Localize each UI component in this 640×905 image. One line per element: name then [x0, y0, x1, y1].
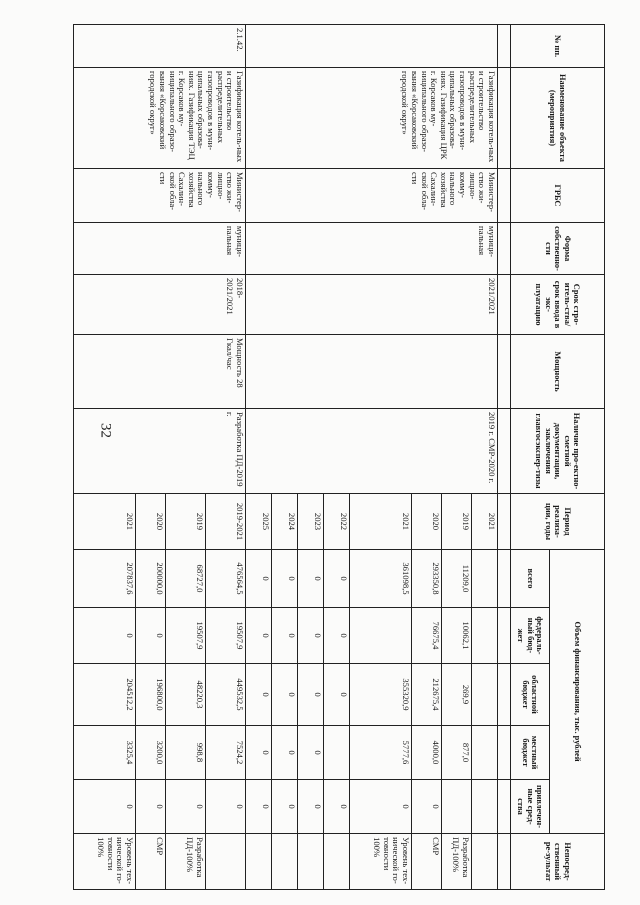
header-attracted: привлечен-ные сред-ства: [511, 780, 550, 834]
federal-cell: [472, 608, 498, 664]
header-docs: Наличие про-ектно-сметной документации, заключения главгосэкспер-тизы: [511, 409, 605, 494]
result-cell: [472, 834, 498, 890]
federal-cell: 76675,4: [412, 608, 442, 664]
capacity-cell: Мощность 28 Гкал/час: [74, 335, 246, 409]
financing-table: [73, 24, 605, 890]
attracted-cell: 0: [350, 780, 412, 834]
term-cell: 2018-2021/2021: [74, 275, 246, 335]
local-cell: 7524,2: [206, 726, 246, 780]
federal-cell: 0: [298, 608, 324, 664]
attracted-cell: 0: [412, 780, 442, 834]
page-number: 32: [97, 423, 114, 438]
header-term: Срок стро-итель-ства/срок ввода в экс-плуатацию: [511, 275, 605, 335]
result-cell: СМР: [136, 834, 166, 890]
result-cell: [206, 834, 246, 890]
row-num: 2.1.42.: [74, 25, 246, 68]
regional-cell: 204512,2: [74, 664, 136, 726]
federal-cell: [350, 608, 412, 664]
total-cell: 476564,5: [206, 550, 246, 608]
result-cell: СМР: [412, 834, 442, 890]
result-cell: Разработка ПД-100%: [442, 834, 472, 890]
regional-cell: 449532,5: [206, 664, 246, 726]
local-cell: [324, 726, 350, 780]
header-capacity: Мощность: [511, 335, 605, 409]
grbs-cell: Министер-ство жи-лищно-комму-нального хозяйства Сахалин-ской обла-сти: [246, 169, 498, 223]
result-cell: Разработка ПД-100%: [166, 834, 206, 890]
period-cell: 2021: [74, 494, 136, 550]
regional-cell: 269,9: [442, 664, 472, 726]
local-cell: 4000,0: [412, 726, 442, 780]
total-cell: 200000,0: [136, 550, 166, 608]
spacer-row: [498, 25, 511, 890]
regional-cell: 196800,0: [136, 664, 166, 726]
period-cell: 2019: [166, 494, 206, 550]
attracted-cell: 0: [246, 780, 272, 834]
federal-cell: 19507,9: [206, 608, 246, 664]
attracted-cell: [472, 780, 498, 834]
header-row-1: [550, 25, 605, 890]
local-cell: [472, 726, 498, 780]
period-cell: 2019-2021: [206, 494, 246, 550]
regional-cell: 212675,4: [412, 664, 442, 726]
federal-cell: 0: [136, 608, 166, 664]
result-cell: Уровень тех-нической го-товности 100%: [74, 834, 136, 890]
ownership-cell: муници-пальная: [74, 223, 246, 275]
attracted-cell: 0: [136, 780, 166, 834]
header-period: Период реализа-ции, годы: [511, 494, 605, 550]
object-name: Газификация котель-ных и строительство распределительных газопроводов в муни-ципальных образова-ниях. Газификация ТЭЦ г. Корсаков му-ниципального образо-вания «Корсаковский городской округ»: [74, 68, 246, 169]
period-cell: 2021: [472, 494, 498, 550]
period-cell: 2023: [298, 494, 324, 550]
local-cell: 0: [246, 726, 272, 780]
local-cell: 3325,4: [74, 726, 136, 780]
federal-cell: 0: [272, 608, 298, 664]
header-federal: федераль-ный бюд-жет: [511, 608, 550, 664]
regional-cell: [472, 664, 498, 726]
table-row: [472, 25, 498, 890]
regional-cell: 0: [246, 664, 272, 726]
ownership-cell: муници-пальная: [246, 223, 498, 275]
result-cell: [298, 834, 324, 890]
period-cell: 2025: [246, 494, 272, 550]
header-total: всего: [511, 550, 550, 608]
period-cell: 2020: [412, 494, 442, 550]
attracted-cell: 0: [272, 780, 298, 834]
total-cell: 293350,8: [412, 550, 442, 608]
federal-cell: 0: [324, 608, 350, 664]
header-name: Наименование объекта (мероприятия): [511, 68, 605, 169]
rotated-table-wrapper: [80, 24, 605, 889]
attracted-cell: 0: [298, 780, 324, 834]
header-funding: Объем финансирования, тыс. рублей: [550, 550, 605, 834]
table-row: [206, 25, 246, 890]
total-cell: 0: [324, 550, 350, 608]
period-cell: 2022: [324, 494, 350, 550]
term-cell: 2021/2021: [246, 275, 498, 335]
total-cell: 0: [272, 550, 298, 608]
attracted-cell: 0: [166, 780, 206, 834]
period-cell: 2019: [442, 494, 472, 550]
docs-cell: 2019 г. СМР-2020 г.: [246, 409, 498, 494]
header-num: № пп.: [511, 25, 605, 68]
federal-cell: 0: [74, 608, 136, 664]
federal-cell: 0: [246, 608, 272, 664]
capacity-cell: [246, 335, 498, 409]
period-cell: 2020: [136, 494, 166, 550]
header-local: местный бюджет: [511, 726, 550, 780]
docs-cell: Разработка ПД-2019 г.: [74, 409, 246, 494]
total-cell: [472, 550, 498, 608]
federal-cell: 10062,1: [442, 608, 472, 664]
result-cell: Уровень тех-нической го-товности 100%: [350, 834, 412, 890]
result-cell: [246, 834, 272, 890]
total-cell: 207837,6: [74, 550, 136, 608]
header-result: Непосред-ственный ре-зультат: [511, 834, 605, 890]
total-cell: 361098,5: [350, 550, 412, 608]
attracted-cell: 0: [324, 780, 350, 834]
regional-cell: 48220,3: [166, 664, 206, 726]
total-cell: 0: [246, 550, 272, 608]
regional-cell: 0: [324, 664, 350, 726]
object-name: Газификация котель-ных и строительство распределительных газопроводов в муни-ципальных образова-ниях. Газификация ЦРК г. Корсаков му-ниципального образо-вания «Корсаковский городской округ»: [246, 68, 498, 169]
grbs-cell: Министер-ство жи-лищно-комму-нального хозяйства Сахалин-ской обла-сти: [74, 169, 246, 223]
header-grbs: ГРБС: [511, 169, 605, 223]
federal-cell: 19507,9: [166, 608, 206, 664]
local-cell: 0: [272, 726, 298, 780]
row-num: [246, 25, 498, 68]
local-cell: 0: [298, 726, 324, 780]
regional-cell: 355320,9: [350, 664, 412, 726]
regional-cell: 0: [272, 664, 298, 726]
local-cell: 5777,6: [350, 726, 412, 780]
result-cell: [324, 834, 350, 890]
header-ownership: Форма собственно-сти: [511, 223, 605, 275]
total-cell: 11209,0: [442, 550, 472, 608]
local-cell: 3200,0: [136, 726, 166, 780]
local-cell: 877,0: [442, 726, 472, 780]
total-cell: 0: [298, 550, 324, 608]
header-regional: областной бюджет: [511, 664, 550, 726]
result-cell: [272, 834, 298, 890]
attracted-cell: 0: [206, 780, 246, 834]
local-cell: 998,8: [166, 726, 206, 780]
period-cell: 2021: [350, 494, 412, 550]
attracted-cell: [442, 780, 472, 834]
attracted-cell: 0: [74, 780, 136, 834]
period-cell: 2024: [272, 494, 298, 550]
regional-cell: 0: [298, 664, 324, 726]
total-cell: 68727,0: [166, 550, 206, 608]
